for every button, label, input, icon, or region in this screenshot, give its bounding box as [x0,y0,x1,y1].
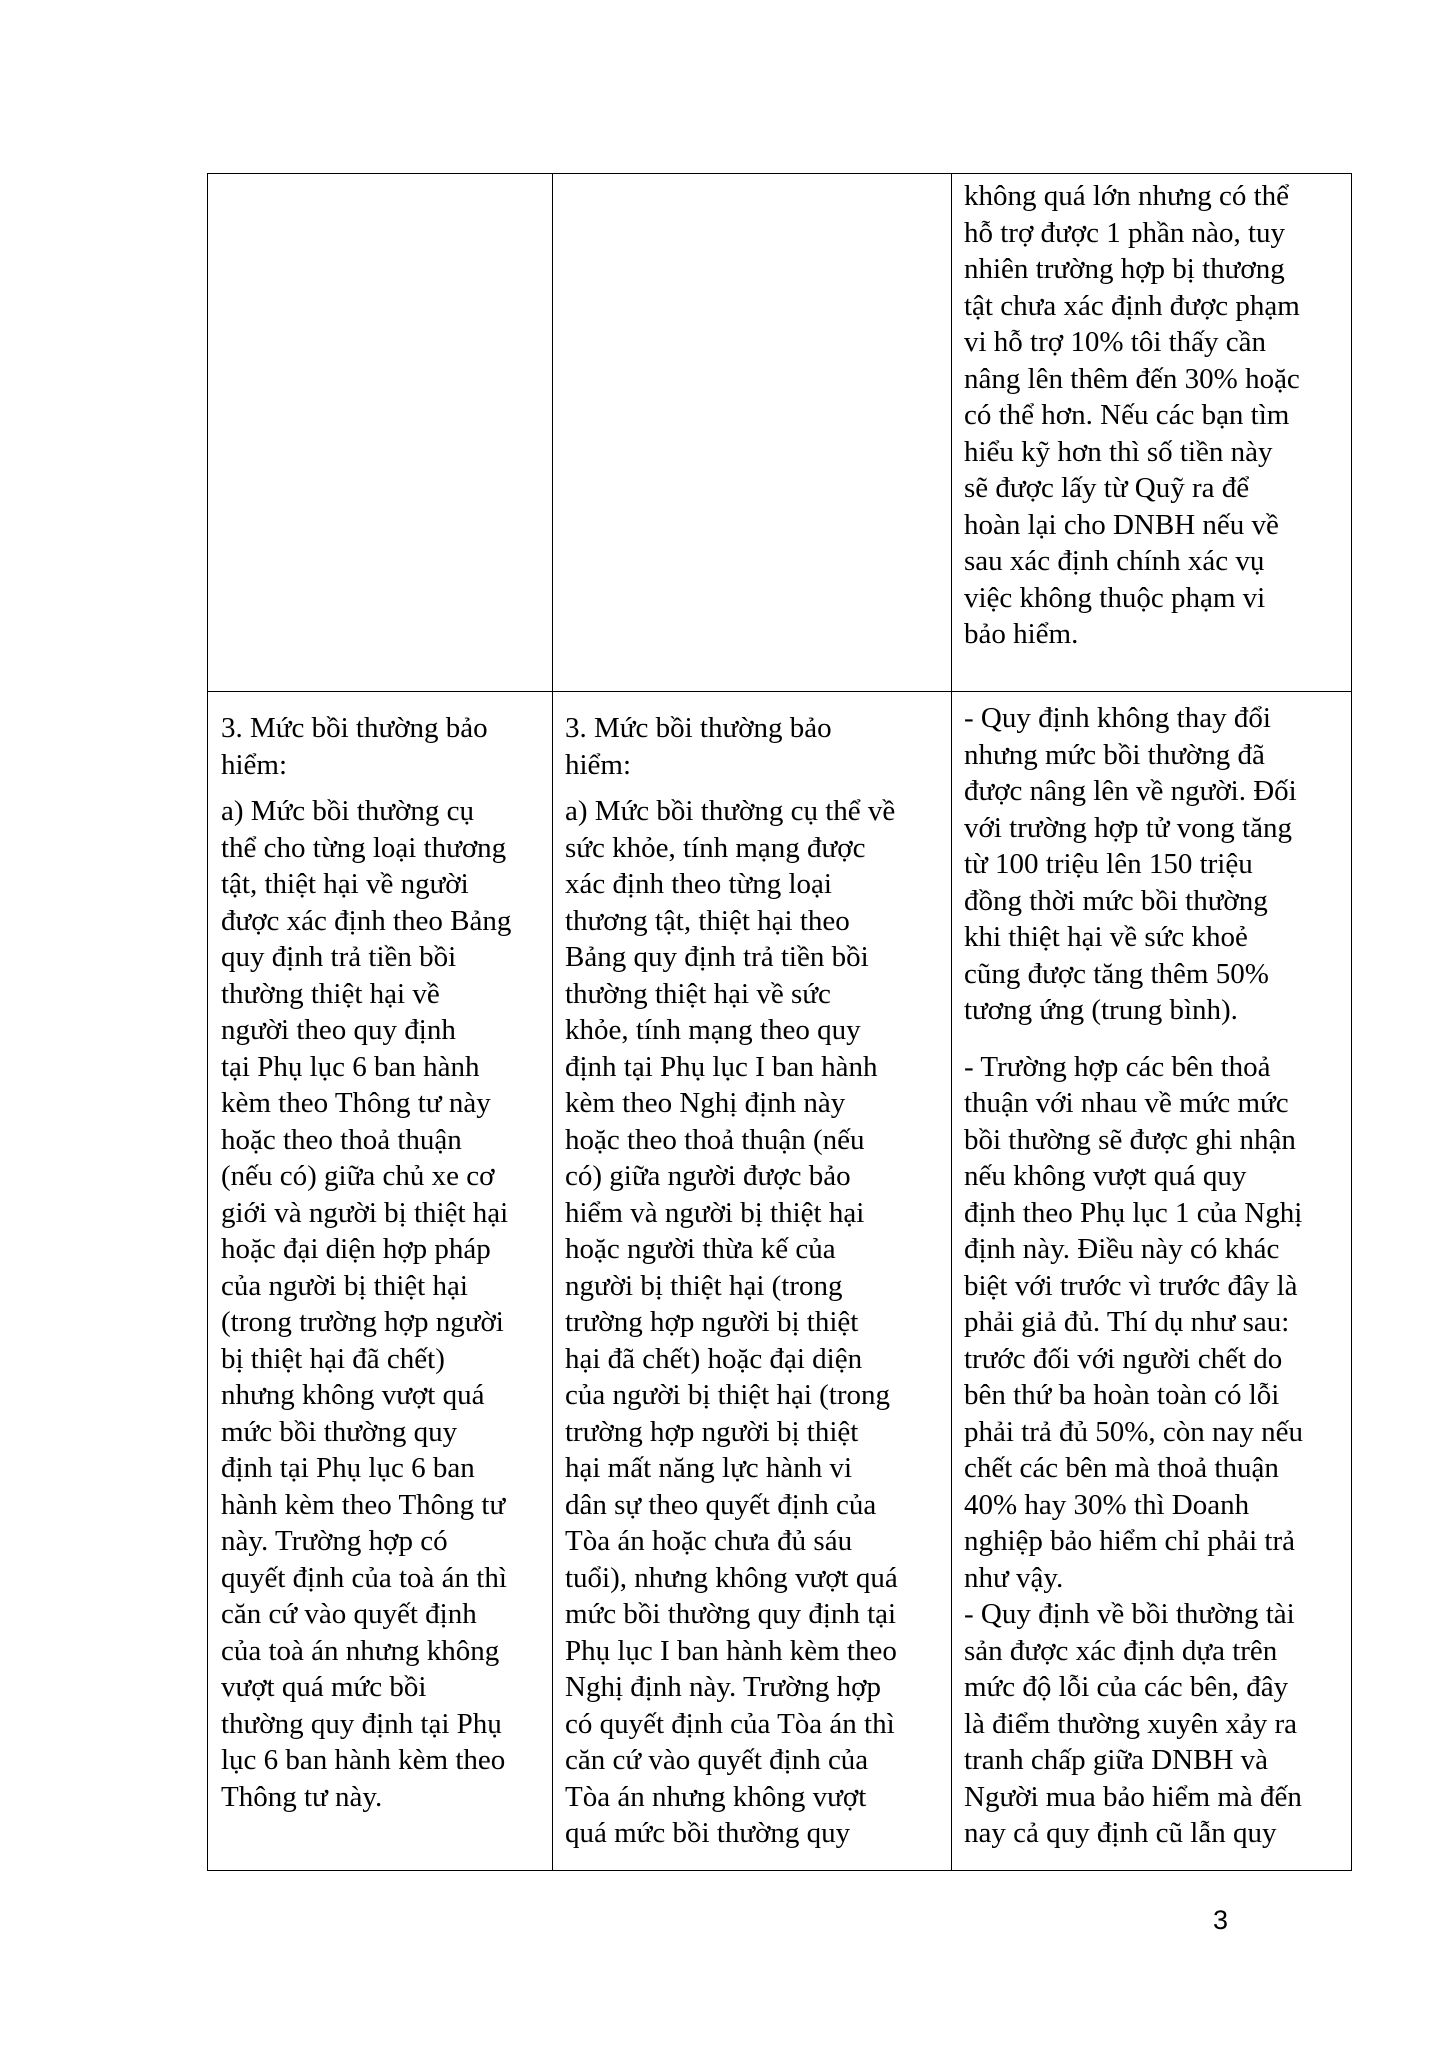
text-line: thể cho từng loại thương [221,831,507,864]
text-line: thường quy định tại Phụ [221,1707,502,1740]
text-line: (trong trường hợp người [221,1306,504,1338]
text-line: định tại Phụ lục 6 ban [221,1452,475,1484]
text-line: dân sự theo quyết định của [565,1488,877,1521]
text-line: được nâng lên về người. Đối [964,775,1297,807]
text-line: người bị thiệt hại (trong [565,1269,843,1302]
cell-body [565,793,943,1852]
text-line: Thông tư này. [221,1780,383,1813]
text-line: có thể hơn. Nếu các bạn tìm [964,399,1290,431]
text-line: sức khỏe, tính mạng được [565,831,866,864]
text-line: giới và người bị thiệt hại [221,1196,509,1229]
text-line: khi thiệt hại về sức khoẻ [964,921,1248,953]
text-line: khỏe, tính mạng theo quy [565,1014,861,1046]
text-line: căn cứ vào quyết định của [565,1744,869,1776]
text-line: xác định theo từng loại [565,868,832,900]
table-cell-new-regulation [552,692,951,1852]
text-line: quyết định của toà án thì [221,1561,507,1594]
text-line: phải giả đủ. Thí dụ như sau: [964,1306,1290,1338]
text-line: 3. Mức bồi thường bảo [221,712,488,744]
text-line: của toà án nhưng không [221,1634,500,1667]
text-line: bên thứ ba hoàn toàn có lỗi [964,1379,1280,1411]
text-line: định theo Phụ lục 1 của Nghị [964,1196,1303,1229]
commentary-paragraph [964,1049,1345,1597]
text-line: phải trả đủ 50%, còn nay nếu [964,1415,1304,1448]
cell-body [221,793,544,1815]
text-line: - Trường hợp các bên thoả [964,1050,1271,1083]
text-line: mức bồi thường quy định tại [565,1598,897,1630]
text-line: việc không thuộc phạm vi [964,581,1266,614]
cell-heading [221,710,544,783]
table-row [208,174,1351,692]
text-line: hoặc theo thoả thuận [221,1123,462,1156]
table-cell-empty [208,174,552,192]
text-line: định này. Điều này có khác [964,1233,1280,1265]
table-cell-commentary [951,178,1351,653]
text-line: nếu không vượt quá quy [964,1160,1247,1192]
text-line: nay cả quy định cũ lẫn quy [964,1817,1277,1849]
text-line: nhưng mức bồi thường đã [964,738,1265,771]
text-line: vượt quá mức bồi [221,1671,427,1703]
table-row [208,692,1351,1870]
commentary-paragraph [964,1596,1345,1852]
text-line: tranh chấp giữa DNBH và [964,1744,1269,1776]
text-line: lục 6 ban hành kèm theo [221,1744,506,1776]
text-line: 3. Mức bồi thường bảo [565,712,832,744]
text-line: được xác định theo Bảng [221,904,512,937]
text-line: tại Phụ lục 6 ban hành [221,1050,480,1083]
text-line: của người bị thiệt hại (trong [565,1379,891,1411]
text-line: hoặc người thừa kế của [565,1233,836,1265]
text-line: nhưng không vượt quá [221,1379,485,1411]
text-line: thường thiệt hại về sức [565,977,831,1010]
text-line: trước đối với người chết do [964,1342,1283,1375]
text-line: hoặc theo thoả thuận (nếu [565,1123,865,1156]
table-cell-empty [552,174,951,192]
text-line: kèm theo Thông tư này [221,1087,491,1119]
text-line: người theo quy định [221,1014,456,1046]
text-line: hiểm: [221,748,288,781]
column-divider [552,174,553,691]
text-line: nâng lên thêm đến 30% hoặc [964,362,1300,395]
commentary-paragraph [964,700,1345,1029]
text-line: thường thiệt hại về [221,977,440,1010]
text-line: trường hợp người bị thiệt [565,1306,859,1338]
text-line: có) giữa người được bảo [565,1160,851,1192]
text-line: mức bồi thường quy [221,1415,458,1448]
text-line: là điểm thường xuyên xảy ra [964,1707,1298,1740]
text-line: cũng được tăng thêm 50% [964,957,1269,990]
text-line: a) Mức bồi thường cụ thể về [565,795,896,827]
text-line: kèm theo Nghị định này [565,1087,846,1119]
text-line: thuận với nhau về mức mức [964,1087,1289,1119]
text-line: nghiệp bảo hiểm chỉ phải trả [964,1525,1295,1557]
text-line: hành kèm theo Thông tư [221,1488,506,1521]
text-line: tương ứng (trung bình). [964,994,1238,1026]
text-line: nhiên trường hợp bị thương [964,253,1285,285]
text-line: bị thiệt hại đã chết) [221,1342,445,1375]
text-line: tật, thiệt hại về người [221,868,469,900]
text-line: 40% hay 30% thì Doanh [964,1488,1250,1521]
text-line: Tòa án hoặc chưa đủ sáu [565,1525,853,1557]
text-line: căn cứ vào quyết định [221,1598,477,1630]
text-line: - Quy định không thay đổi [964,702,1271,734]
text-line: (nếu có) giữa chủ xe cơ [221,1160,495,1192]
text-line: a) Mức bồi thường cụ [221,795,474,827]
text-line: sản được xác định dựa trên [964,1634,1278,1667]
text-line: hiểu kỹ hơn thì số tiền này [964,435,1273,468]
text-line: từ 100 triệu lên 150 triệu [964,848,1253,880]
text-line: vi hỗ trợ 10% tôi thấy cần [964,326,1267,358]
text-line: Tòa án nhưng không vượt [565,1780,867,1813]
text-line: sau xác định chính xác vụ [964,545,1265,577]
text-line: Bảng quy định trả tiền bồi [565,941,869,973]
comparison-table [207,173,1352,1871]
text-line: quá mức bồi thường quy [565,1817,851,1849]
text-line: Nghị định này. Trường hợp [565,1671,882,1703]
text-line: hại mất năng lực hành vi [565,1452,853,1484]
text-line: hại đã chết) hoặc đại diện [565,1342,863,1375]
text-line: mức độ lỗi của các bên, đây [964,1671,1289,1703]
text-line: như vậy. [964,1561,1064,1594]
text-line: hỗ trợ được 1 phần nào, tuy [964,216,1286,249]
text-line: tuổi), nhưng không vượt quá [565,1561,898,1594]
text-line: hoặc đại diện hợp pháp [221,1233,491,1265]
text-line: của người bị thiệt hại [221,1269,468,1302]
text-line: sẽ được lấy từ Quỹ ra để [964,472,1250,504]
text-line: định tại Phụ lục I ban hành [565,1050,878,1083]
text-line: thương tật, thiệt hại theo [565,904,850,937]
text-line: - Quy định về bồi thường tài [964,1598,1295,1630]
cell-heading [565,710,943,783]
text-line: đồng thời mức bồi thường [964,884,1268,917]
text-line: hiểm: [565,748,632,781]
text-line: tật chưa xác định được phạm [964,289,1300,322]
page-number: 3 [1213,1905,1229,1935]
text-line: hiểm và người bị thiệt hại [565,1196,865,1229]
text-line: trường hợp người bị thiệt [565,1415,859,1448]
text-line: có quyết định của Tòa án thì [565,1707,895,1740]
text-line: bảo hiểm. [964,618,1079,650]
table-cell-old-regulation [208,692,552,1815]
text-line: Phụ lục I ban hành kèm theo [565,1634,897,1667]
text-line: Người mua bảo hiểm mà đến [964,1780,1302,1813]
text-line: quy định trả tiền bồi [221,941,457,973]
text-line: hoàn lại cho DNBH nếu về [964,508,1279,541]
text-line: không quá lớn nhưng có thể [964,180,1290,212]
text-line: này. Trường hợp có [221,1525,448,1557]
table-cell-commentary [951,692,1351,1852]
text-line: với trường hợp tử vong tăng [964,811,1292,844]
text-line: chết các bên mà thoả thuận [964,1452,1279,1484]
text-line: bồi thường sẽ được ghi nhận [964,1123,1296,1156]
text-line: biệt với trước vì trước đây là [964,1269,1298,1302]
